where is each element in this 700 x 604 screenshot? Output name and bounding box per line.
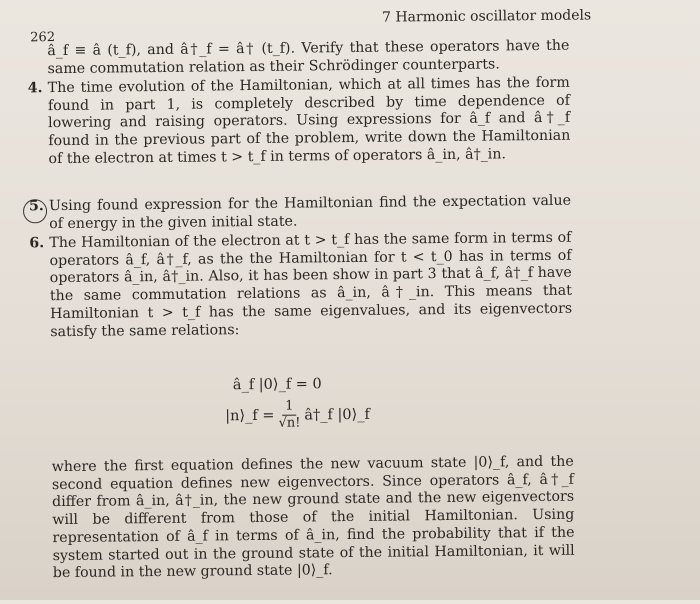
item-6-sentence-3: This means that Hamiltonian t > t_f has the same eigenvalues, and its eigenvectors satisfy the same relations:	[50, 282, 573, 340]
problem-item-5	[28, 192, 572, 234]
equation-eigenvectors	[225, 398, 370, 433]
eq2-lhs: |n⟩_f =	[225, 407, 275, 424]
closing-sentence-1: where the first equation defines the new vacuum state |0⟩_f, and the second equation defines new eigenvectors.	[51, 453, 574, 493]
equation-vacuum: â_f |0⟩_f = 0	[232, 376, 322, 394]
intro-paragraph	[47, 38, 569, 79]
item-4-number: 4.	[27, 80, 43, 97]
item-6-number: 6.	[29, 235, 45, 252]
eq2-denominator: √n!	[278, 415, 301, 431]
problem-item-6	[29, 229, 573, 342]
intro-sentence-1: â_f ≡ â (t_f), and â†_f = â† (t_f). Verify that these operators have the same commutation relation as their Schrödinger counterparts.	[47, 37, 570, 77]
eq2-fraction	[278, 399, 300, 432]
closing-paragraph	[52, 454, 575, 583]
item-4-sentence-1: The time evolution of the Hamiltonian, which at all times has the form found in part 1, is completely described by time dependence of lowering and raising operators.	[47, 74, 571, 132]
closing-sentence-2: Since operators â_f, â†_f differ from â_in, â†_in, the new ground state and the new eigenvectors will be different from those of the initial Hamiltonian.	[52, 471, 575, 529]
page-number: 262	[30, 30, 56, 46]
item-6-sentence-2: Also, it has been show in part 3 that â_f, â†_f have the same commutation relations as â_in, â†_in.	[49, 265, 572, 305]
eq2-numerator: 1	[282, 399, 296, 416]
item-6-sentence-1: The Hamiltonian of the electron at t > t_f has the same form in terms of operators â_f, â†_f, as the the Hamiltonian for t < t_0 has in terms of operators â_in, â†_in.	[49, 229, 572, 287]
item-5-number: 5.	[28, 198, 44, 215]
closing-sentence-3: Using representation of â_f in terms of â_in, find the probability that if the system started out in the ground state of the initial Hamiltonian, it will be found in the new ground state |0⟩_f.	[52, 506, 575, 582]
eq2-rhs: â†_f |0⟩_f	[304, 406, 370, 423]
problem-item-4	[27, 74, 571, 169]
item-5-sentence-1: Using found expression for the Hamiltonian find the expectation value of energy in the given initial state.	[48, 192, 572, 232]
item-4-sentence-2: Using expressions for â_f and â†_f found in the previous part of the problem, write down the Hamiltonian of the electron at times t > t_f in terms of operators â_in, â†_in.	[48, 110, 571, 167]
running-header: 7 Harmonic oscillator models	[381, 7, 592, 26]
